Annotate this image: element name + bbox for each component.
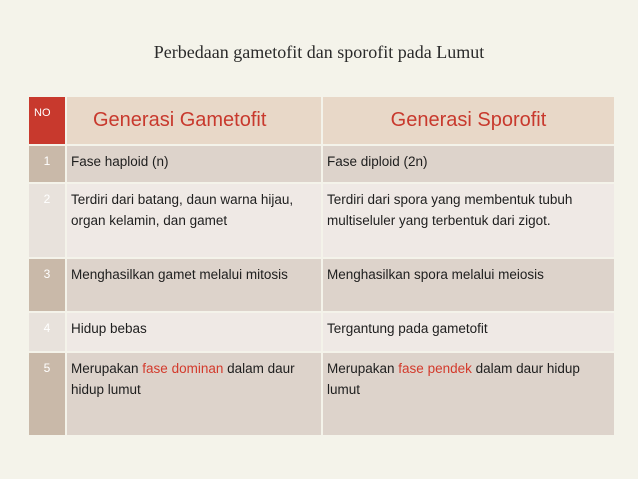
- text-segment: dalam daur hidup lumut: [71, 361, 295, 397]
- text-segment: dalam daur hidup lumut: [327, 361, 580, 397]
- gametofit-cell: Hidup bebas: [67, 313, 321, 351]
- text-segment: Merupakan: [327, 361, 399, 376]
- row-number: 1: [29, 146, 65, 182]
- sporofit-cell: Fase diploid (2n): [323, 146, 614, 182]
- header-sporofit: Generasi Sporofit: [323, 97, 614, 144]
- highlight-text: fase dominan: [142, 361, 224, 376]
- sporofit-cell: [323, 353, 614, 435]
- sporofit-cell: Terdiri dari spora yang membentuk tubuh multiseluler yang terbentuk dari zigot.: [323, 184, 614, 257]
- slide-title: Perbedaan gametofit dan sporofit pada Lumut: [153, 42, 485, 62]
- row-number: 3: [29, 259, 65, 311]
- gametofit-cell: Terdiri dari batang, daun warna hijau, organ kelamin, dan gamet: [67, 184, 321, 257]
- text-segment: Merupakan: [71, 361, 143, 376]
- header-no: NO: [29, 97, 65, 144]
- comparison-table: [29, 97, 610, 440]
- sporofit-cell: Tergantung pada gametofit: [323, 313, 614, 351]
- gametofit-cell: Menghasilkan gamet melalui mitosis: [67, 259, 321, 311]
- sporofit-cell: Menghasilkan spora melalui meiosis: [323, 259, 614, 311]
- row-number: 4: [29, 313, 65, 351]
- gametofit-cell: [67, 353, 321, 435]
- header-gametofit: Generasi Gametofit: [67, 97, 321, 144]
- row-number: 2: [29, 184, 65, 257]
- highlight-text: fase pendek: [398, 361, 472, 376]
- gametofit-cell: Fase haploid (n): [67, 146, 321, 182]
- row-number: 5: [29, 353, 65, 435]
